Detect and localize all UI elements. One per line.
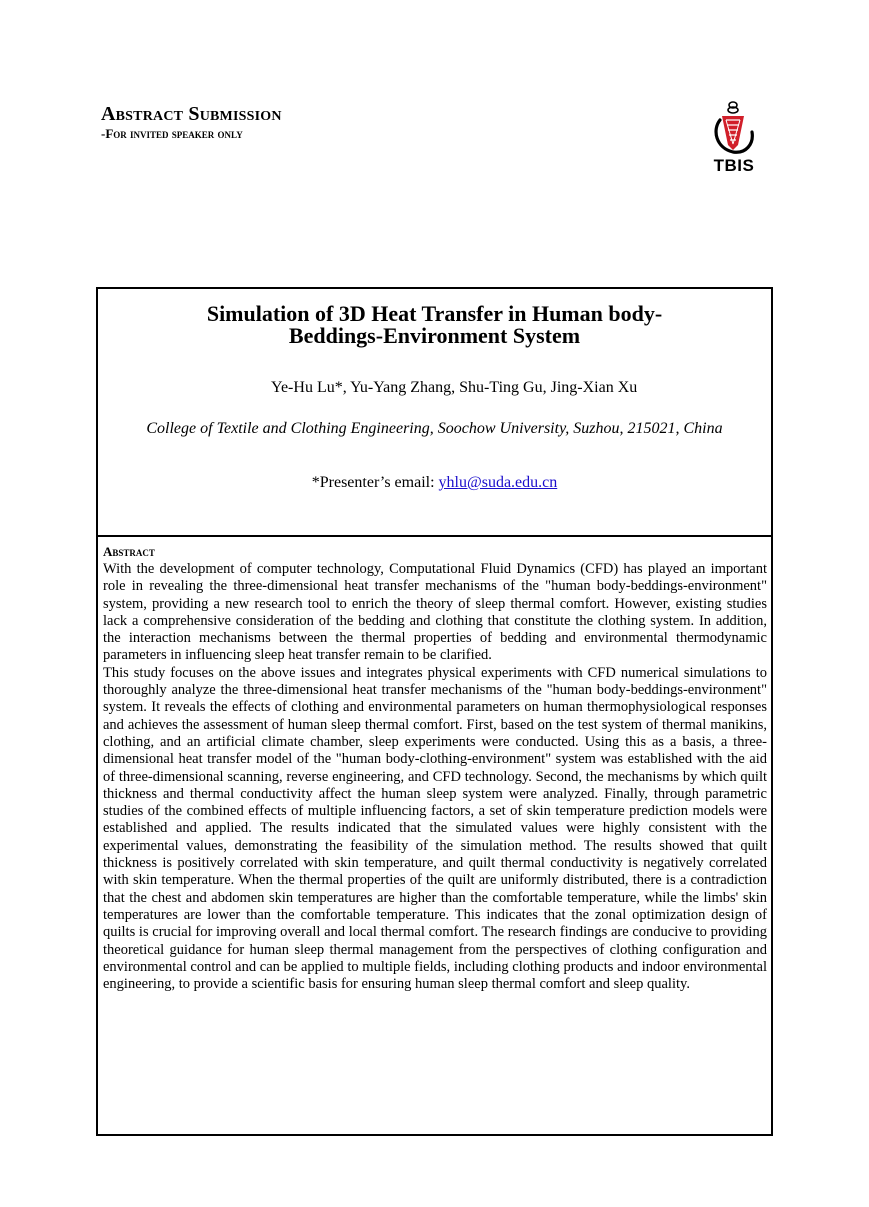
author-list: Ye-Hu Lu*, Yu-Yang Zhang, Shu-Ting Gu, Jing-Xian Xu xyxy=(271,379,638,396)
abstract-paragraph: With the development of computer technology, Computational Fluid Dynamics (CFD) has played an important role in revealing the three-dimensional heat transfer mechanisms of the "human body-beddings-environment" system, providing a new research tool to enrich the theory of sleep thermal comfort. However, existing studies lack a comprehensive consideration of the bedding and clothing that constitute the clothing system. In addition, the interaction mechanisms between the thermal properties of bedding and environmental thermodynamic parameters in influencing sleep heat transfer remain to be clarified. xyxy=(103,561,767,664)
abstract-body xyxy=(103,561,767,993)
abstract-section xyxy=(96,535,773,1136)
title-section xyxy=(96,287,773,537)
tbis-logo xyxy=(706,100,762,176)
paper-title: Simulation of 3D Heat Transfer in Human body-Beddings-Environment System xyxy=(206,301,663,348)
email-link[interactable]: yhlu@suda.edu.cn xyxy=(438,474,558,491)
submission-subtitle: -For invited speaker only xyxy=(101,126,243,141)
tbis-emblem-icon xyxy=(706,100,762,156)
email-label: *Presenter’s email: xyxy=(311,474,439,491)
affiliation: College of Textile and Clothing Engineering, Soochow University, Suzhou, 215021, China xyxy=(146,420,723,437)
abstract-paragraph: This study focuses on the above issues and integrates physical experiments with CFD numerical simulations to thoroughly analyze the three-dimensional heat transfer mechanisms of the "human body-beddings-environment" system. It reveals the effects of clothing and environmental parameters on human thermophysiological responses and achieves the assessment of human sleep thermal comfort. First, based on the test system of thermal manikins, clothing, and an artificial climate chamber, sleep experiments were conducted. Using this as a basis, a three-dimensional heat transfer model of the "human body-clothing-environment" system was established with the aid of three-dimensional scanning, reverse engineering, and CFD technology. Second, the mechanisms by which quilt thickness and thermal conductivity affect the human sleep system were analyzed. Finally, through parametric studies of the combined effects of multiple influencing factors, a set of skin temperature prediction models were established and applied. The results indicated that the simulated values were highly consistent with the experimental values, demonstrating the feasibility of the simulation method. The results showed that quilt thickness is positively correlated with skin temperature, and quilt thermal conductivity is negatively correlated with skin temperature. When the thermal properties of the quilt are uniformly distributed, there is a contradiction that the chest and abdomen skin temperatures are higher than the comfortable temperature, while the limbs' skin temperatures are lower than the comfortable temperature. This indicates that the zonal optimization design of quilts is crucial for improving overall and local thermal comfort. The research findings are conducive to providing theoretical guidance for human sleep thermal management from the perspectives of clothing configuration and environmental control and can be applied to multiple fields, including clothing products and indoor environmental engineering, to provide a scientific basis for ensuring human sleep thermal comfort and sleep quality. xyxy=(103,664,767,993)
presenter-email-line xyxy=(98,474,771,492)
logo-text: TBIS xyxy=(713,156,755,175)
abstract-heading: Abstract xyxy=(103,544,155,559)
submission-header xyxy=(101,103,282,142)
submission-title: Abstract Submission xyxy=(101,103,282,125)
